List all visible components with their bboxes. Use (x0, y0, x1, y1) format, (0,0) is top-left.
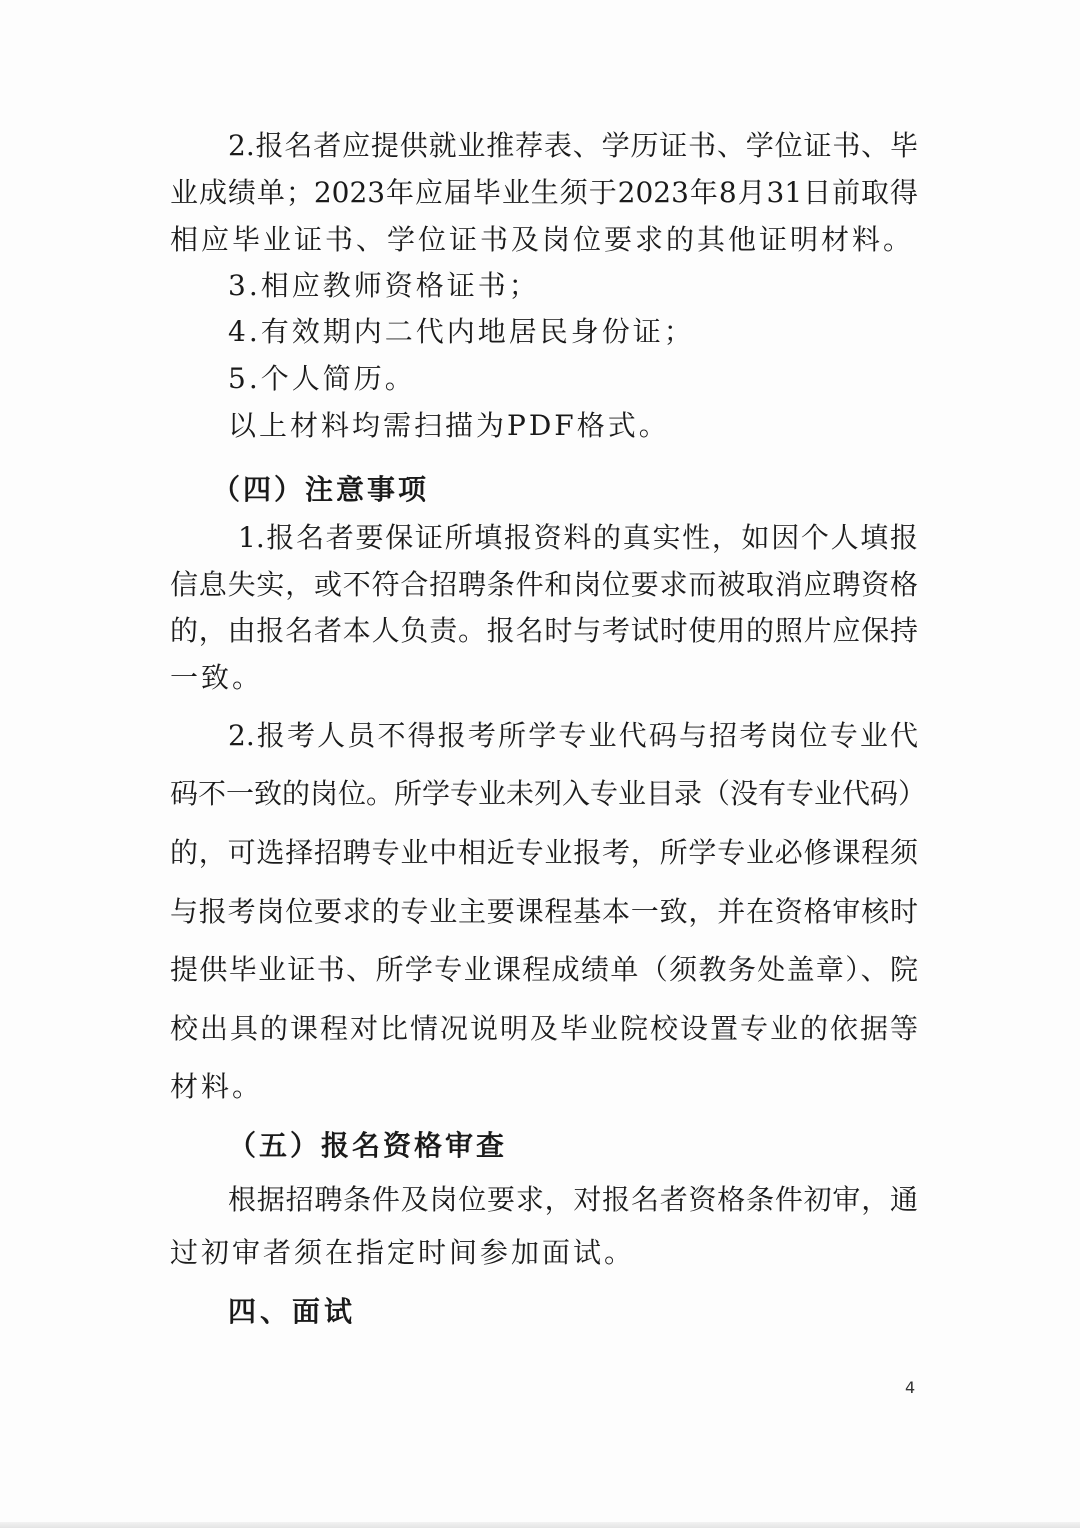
text-line: 业成绩单；2023年应届毕业生须于2023年8月31日前取得 (170, 176, 918, 209)
text-line: 2.报名者应提供就业推荐表、学历证书、学位证书、毕 (228, 129, 918, 162)
section-heading: （五）报名资格审查 (228, 1129, 508, 1162)
text-line: 5.个人简历。 (228, 362, 416, 395)
text-line: 4.有效期内二代内地居民身份证； (228, 315, 695, 348)
text-line: 相应毕业证书、学位证书及岗位要求的其他证明材料。 (170, 223, 915, 256)
text-line: 1.报名者要保证所填报资料的真实性，如因个人填报 (238, 521, 918, 554)
text-line: 以上材料均需扫描为PDF格式。 (228, 409, 670, 442)
text-line: 过初审者须在指定时间参加面试。 (170, 1236, 636, 1269)
text-line: 材料。 (170, 1070, 264, 1103)
section-heading: （四）注意事项 (212, 473, 430, 506)
page-number: 4 (905, 1378, 916, 1397)
text-line: 信息失实，或不符合招聘条件和岗位要求而被取消应聘资格 (170, 568, 918, 601)
text-line: 一致。 (170, 661, 264, 694)
text-line: 与报考岗位要求的专业主要课程基本一致，并在资格审核时 (170, 895, 918, 928)
text-line: 校出具的课程对比情况说明及毕业院校设置专业的依据等 (170, 1012, 918, 1045)
page-edge (0, 1522, 1080, 1528)
text-line: 根据招聘条件及岗位要求，对报名者资格条件初审，通 (228, 1183, 918, 1216)
text-line: 的，可选择招聘专业中相近专业报考，所学专业必修课程须 (170, 836, 918, 869)
text-line: 提供毕业证书、所学专业课程成绩单（须教务处盖章）、院 (170, 953, 918, 986)
chapter-heading: 四、面试 (228, 1295, 357, 1328)
text-line: 2.报考人员不得报考所学专业代码与招考岗位专业代 (228, 719, 918, 752)
text-line: 3.相应教师资格证书； (228, 269, 540, 302)
text-line: 码不一致的岗位。所学专业未列入专业目录（没有专业代码） (170, 777, 927, 810)
text-line: 的，由报名者本人负责。报名时与考试时使用的照片应保持 (170, 614, 918, 647)
